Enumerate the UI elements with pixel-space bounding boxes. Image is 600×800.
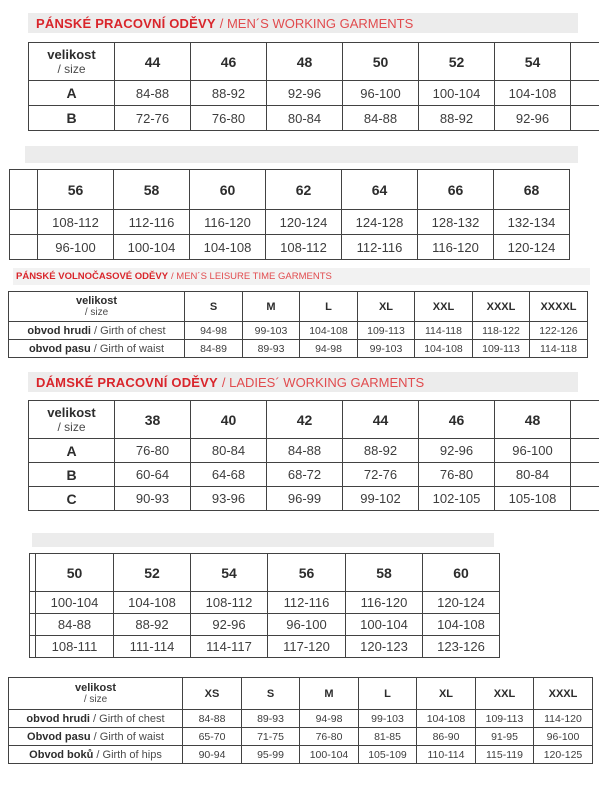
size-value-cell: 88-92 xyxy=(114,614,191,636)
row-label-cell xyxy=(9,746,183,764)
men-leisure-title-en: / MEN´S LEISURE TIME GARMENTS xyxy=(171,271,332,282)
size-value-cell: 122-126 xyxy=(530,322,588,340)
size-value-cell: 104-108 xyxy=(190,235,266,260)
size-column-header: XXXXL xyxy=(530,292,588,322)
size-value-cell: 96-100 xyxy=(495,439,571,463)
size-column-header: M xyxy=(243,292,300,322)
table-data-row xyxy=(30,592,500,614)
size-corner-cell xyxy=(29,43,115,81)
size-value-cell: 72-76 xyxy=(343,463,419,487)
table-data-row xyxy=(10,210,570,235)
size-value-cell: 84-89 xyxy=(185,340,243,358)
corner-label-en: / size xyxy=(84,307,109,318)
size-value-cell: 108-111 xyxy=(36,636,114,658)
size-value-cell: 72-76 xyxy=(115,106,191,131)
size-value-cell: 120-124 xyxy=(266,210,342,235)
size-value-cell: 116-120 xyxy=(418,235,494,260)
size-value-cell: 104-108 xyxy=(300,322,358,340)
size-column-header: S xyxy=(242,678,300,710)
size-column-header: XXXL xyxy=(534,678,593,710)
size-value-cell: 114-120 xyxy=(534,710,593,728)
size-column-header: 42 xyxy=(267,401,343,439)
size-value-cell: 100-104 xyxy=(114,235,190,260)
size-value-cell: 102-105 xyxy=(419,487,495,511)
row-label-cz: Obvod pasu xyxy=(27,730,94,743)
table-header-row xyxy=(29,43,599,81)
size-column-header: 52 xyxy=(419,43,495,81)
row-label-cz: obvod pasu xyxy=(28,342,94,355)
size-column-header: S xyxy=(185,292,243,322)
corner-label-cz: velikost xyxy=(76,295,117,307)
men-working-sizes-44-54-table xyxy=(28,42,599,131)
size-column-header: 50 xyxy=(343,43,419,81)
size-value-cell: 108-112 xyxy=(266,235,342,260)
size-value-cell: 84-88 xyxy=(343,106,419,131)
size-column-header: 54 xyxy=(495,43,571,81)
size-column-header: 50 xyxy=(36,554,114,592)
size-column-header: 46 xyxy=(419,401,495,439)
size-column-header: 38 xyxy=(115,401,191,439)
size-value-cell: 81-85 xyxy=(359,728,417,746)
table-data-row xyxy=(10,235,570,260)
size-value-cell: 96-100 xyxy=(343,81,419,106)
cut-column-cell xyxy=(571,106,599,131)
cut-column-cell xyxy=(10,235,38,260)
size-value-cell: 99-103 xyxy=(359,710,417,728)
size-value-cell: 60-64 xyxy=(115,463,191,487)
size-value-cell: 104-108 xyxy=(495,81,571,106)
size-value-cell: 114-118 xyxy=(530,340,588,358)
table-data-row xyxy=(9,746,593,764)
row-label-cell: A xyxy=(29,81,115,106)
size-value-cell: 84-88 xyxy=(115,81,191,106)
size-value-cell: 99-102 xyxy=(343,487,419,511)
size-value-cell: 117-120 xyxy=(268,636,346,658)
size-value-cell: 99-103 xyxy=(243,322,300,340)
size-value-cell: 104-108 xyxy=(114,592,191,614)
separator-band xyxy=(32,533,494,547)
size-value-cell: 100-104 xyxy=(346,614,423,636)
size-value-cell: 92-96 xyxy=(191,614,268,636)
size-value-cell: 76-80 xyxy=(419,463,495,487)
row-label-cell: C xyxy=(29,487,115,511)
size-value-cell: 112-116 xyxy=(268,592,346,614)
row-label-cell xyxy=(9,322,185,340)
size-value-cell: 114-118 xyxy=(415,322,473,340)
size-value-cell: 94-98 xyxy=(185,322,243,340)
separator-band xyxy=(25,146,578,163)
table-header-row xyxy=(29,401,599,439)
corner-label-cz: velikost xyxy=(75,682,116,694)
size-value-cell: 120-125 xyxy=(534,746,593,764)
size-column-header: 40 xyxy=(191,401,267,439)
size-column-header: L xyxy=(359,678,417,710)
table-header-row xyxy=(30,554,500,592)
size-value-cell: 115-119 xyxy=(476,746,534,764)
table-data-row xyxy=(29,463,599,487)
ladies-working-sizes-50-60-table xyxy=(29,553,500,658)
cut-column-cell xyxy=(571,81,599,106)
size-column-header: 66 xyxy=(418,170,494,210)
size-value-cell: 76-80 xyxy=(115,439,191,463)
size-value-cell: 89-93 xyxy=(242,710,300,728)
size-column-header: 60 xyxy=(190,170,266,210)
ladies-working-title-cz: DÁMSKÉ PRACOVNÍ ODĚVY xyxy=(36,374,218,390)
row-label-cell xyxy=(9,340,185,358)
size-value-cell: 65-70 xyxy=(183,728,242,746)
size-column-header: 56 xyxy=(38,170,114,210)
table-data-row xyxy=(29,439,599,463)
men-leisure-title-cz: PÁNSKÉ VOLNOČASOVÉ ODĚVY xyxy=(16,271,169,282)
size-value-cell: 118-122 xyxy=(473,322,530,340)
size-corner-cell xyxy=(29,401,115,439)
size-value-cell: 105-108 xyxy=(495,487,571,511)
size-corner-cell xyxy=(9,678,183,710)
size-column-header: 46 xyxy=(191,43,267,81)
size-value-cell: 88-92 xyxy=(191,81,267,106)
size-value-cell: 100-104 xyxy=(36,592,114,614)
row-label-en: / Girth of waist xyxy=(93,730,164,743)
size-value-cell: 124-128 xyxy=(342,210,418,235)
table-data-row xyxy=(9,710,593,728)
row-label-cell: B xyxy=(29,106,115,131)
size-column-header: XXL xyxy=(415,292,473,322)
size-value-cell: 128-132 xyxy=(418,210,494,235)
size-value-cell: 84-88 xyxy=(267,439,343,463)
size-value-cell: 80-84 xyxy=(191,439,267,463)
size-column-header: XXL xyxy=(476,678,534,710)
ladies-working-sizes-xs-xxxl-table xyxy=(8,677,593,764)
size-column-header: XXXL xyxy=(473,292,530,322)
size-column-header: 44 xyxy=(343,401,419,439)
size-value-cell: 71-75 xyxy=(242,728,300,746)
size-value-cell: 96-100 xyxy=(38,235,114,260)
table-data-row xyxy=(9,322,588,340)
size-value-cell: 92-96 xyxy=(419,439,495,463)
size-column-header: L xyxy=(300,292,358,322)
size-column-header: XS xyxy=(183,678,242,710)
size-value-cell: 108-112 xyxy=(191,592,268,614)
table-header-row xyxy=(10,170,570,210)
size-value-cell: 64-68 xyxy=(191,463,267,487)
size-value-cell: 96-99 xyxy=(267,487,343,511)
size-value-cell: 99-103 xyxy=(358,340,415,358)
table-data-row xyxy=(29,106,599,131)
size-value-cell: 104-108 xyxy=(423,614,500,636)
corner-label-cz: velikost xyxy=(47,405,96,420)
cut-column-cell xyxy=(10,210,38,235)
size-value-cell: 132-134 xyxy=(494,210,570,235)
size-column-header: 52 xyxy=(114,554,191,592)
cut-column-cell xyxy=(571,487,599,511)
size-value-cell: 90-93 xyxy=(115,487,191,511)
cut-column-cell xyxy=(10,170,38,210)
row-label-cz: Obvod boků xyxy=(29,748,97,761)
men-working-title-cz: PÁNSKÉ PRACOVNÍ ODĚVY xyxy=(36,15,216,31)
cut-column-cell xyxy=(571,43,599,81)
ladies-working-title-en: / LADIES´ WORKING GARMENTS xyxy=(221,374,425,390)
size-value-cell: 80-84 xyxy=(267,106,343,131)
size-value-cell: 109-113 xyxy=(473,340,530,358)
size-value-cell: 86-90 xyxy=(417,728,476,746)
row-label-en: / Girth of waist xyxy=(93,342,165,355)
row-label-cz: obvod hrudi xyxy=(26,712,94,725)
size-value-cell: 100-104 xyxy=(300,746,359,764)
men-leisure-sizes-s-xxxxl-table xyxy=(8,291,588,358)
cut-column-cell xyxy=(571,463,599,487)
size-value-cell: 120-124 xyxy=(494,235,570,260)
size-value-cell: 92-96 xyxy=(267,81,343,106)
size-value-cell: 93-96 xyxy=(191,487,267,511)
size-value-cell: 110-114 xyxy=(417,746,476,764)
size-column-header: 54 xyxy=(191,554,268,592)
size-value-cell: 120-123 xyxy=(346,636,423,658)
size-value-cell: 96-100 xyxy=(534,728,593,746)
row-label-cell xyxy=(9,710,183,728)
size-value-cell: 84-88 xyxy=(36,614,114,636)
size-value-cell: 123-126 xyxy=(423,636,500,658)
size-value-cell: 104-108 xyxy=(415,340,473,358)
size-column-header: 48 xyxy=(495,401,571,439)
size-column-header: 58 xyxy=(114,170,190,210)
table-data-row xyxy=(30,614,500,636)
size-value-cell: 120-124 xyxy=(423,592,500,614)
size-value-cell: 105-109 xyxy=(359,746,417,764)
size-value-cell: 104-108 xyxy=(417,710,476,728)
row-label-cell: A xyxy=(29,439,115,463)
size-value-cell: 114-117 xyxy=(191,636,268,658)
size-value-cell: 109-113 xyxy=(476,710,534,728)
size-value-cell: 108-112 xyxy=(38,210,114,235)
size-value-cell: 95-99 xyxy=(242,746,300,764)
size-value-cell: 76-80 xyxy=(191,106,267,131)
men-leisure-title-band xyxy=(13,268,590,285)
corner-label-en: / size xyxy=(57,62,86,76)
table-data-row xyxy=(9,728,593,746)
size-corner-cell xyxy=(9,292,185,322)
corner-label-en: / size xyxy=(83,694,108,705)
size-value-cell: 76-80 xyxy=(300,728,359,746)
corner-label-en: / size xyxy=(57,420,86,434)
size-column-header: 62 xyxy=(266,170,342,210)
table-data-row xyxy=(9,340,588,358)
row-label-en: / Girth of hips xyxy=(96,748,162,761)
size-value-cell: 96-100 xyxy=(268,614,346,636)
men-working-title-band xyxy=(28,13,578,33)
size-value-cell: 84-88 xyxy=(183,710,242,728)
row-label-en: / Girth of chest xyxy=(93,712,165,725)
size-column-header: 58 xyxy=(346,554,423,592)
size-value-cell: 112-116 xyxy=(114,210,190,235)
ladies-working-sizes-38-48-table xyxy=(28,400,599,511)
size-value-cell: 116-120 xyxy=(190,210,266,235)
row-label-cell: B xyxy=(29,463,115,487)
cut-column-cell xyxy=(571,439,599,463)
size-value-cell: 80-84 xyxy=(495,463,571,487)
size-value-cell: 94-98 xyxy=(300,710,359,728)
size-column-header: M xyxy=(300,678,359,710)
row-label-en: / Girth of chest xyxy=(94,324,166,337)
row-label-cell xyxy=(9,728,183,746)
table-data-row xyxy=(29,81,599,106)
men-working-sizes-56-68-table xyxy=(9,169,570,260)
size-column-header: 44 xyxy=(115,43,191,81)
table-data-row xyxy=(29,487,599,511)
table-header-row xyxy=(9,292,588,322)
size-column-header: 60 xyxy=(423,554,500,592)
size-value-cell: 91-95 xyxy=(476,728,534,746)
size-value-cell: 109-113 xyxy=(358,322,415,340)
size-column-header: 48 xyxy=(267,43,343,81)
table-header-row xyxy=(9,678,593,710)
cut-column-cell xyxy=(571,401,599,439)
row-label-cz: obvod hrudi xyxy=(27,324,95,337)
size-column-header: 68 xyxy=(494,170,570,210)
size-value-cell: 68-72 xyxy=(267,463,343,487)
size-column-header: XL xyxy=(417,678,476,710)
size-value-cell: 90-94 xyxy=(183,746,242,764)
ladies-working-title-band xyxy=(28,372,578,392)
men-working-title-en: / MEN´S WORKING GARMENTS xyxy=(219,15,414,31)
size-value-cell: 88-92 xyxy=(419,106,495,131)
size-value-cell: 100-104 xyxy=(419,81,495,106)
corner-label-cz: velikost xyxy=(47,47,96,62)
size-value-cell: 92-96 xyxy=(495,106,571,131)
size-value-cell: 112-116 xyxy=(342,235,418,260)
size-value-cell: 116-120 xyxy=(346,592,423,614)
size-value-cell: 89-93 xyxy=(243,340,300,358)
size-column-header: XL xyxy=(358,292,415,322)
table-data-row xyxy=(30,636,500,658)
size-column-header: 64 xyxy=(342,170,418,210)
size-value-cell: 111-114 xyxy=(114,636,191,658)
size-column-header: 56 xyxy=(268,554,346,592)
size-value-cell: 94-98 xyxy=(300,340,358,358)
size-value-cell: 88-92 xyxy=(343,439,419,463)
